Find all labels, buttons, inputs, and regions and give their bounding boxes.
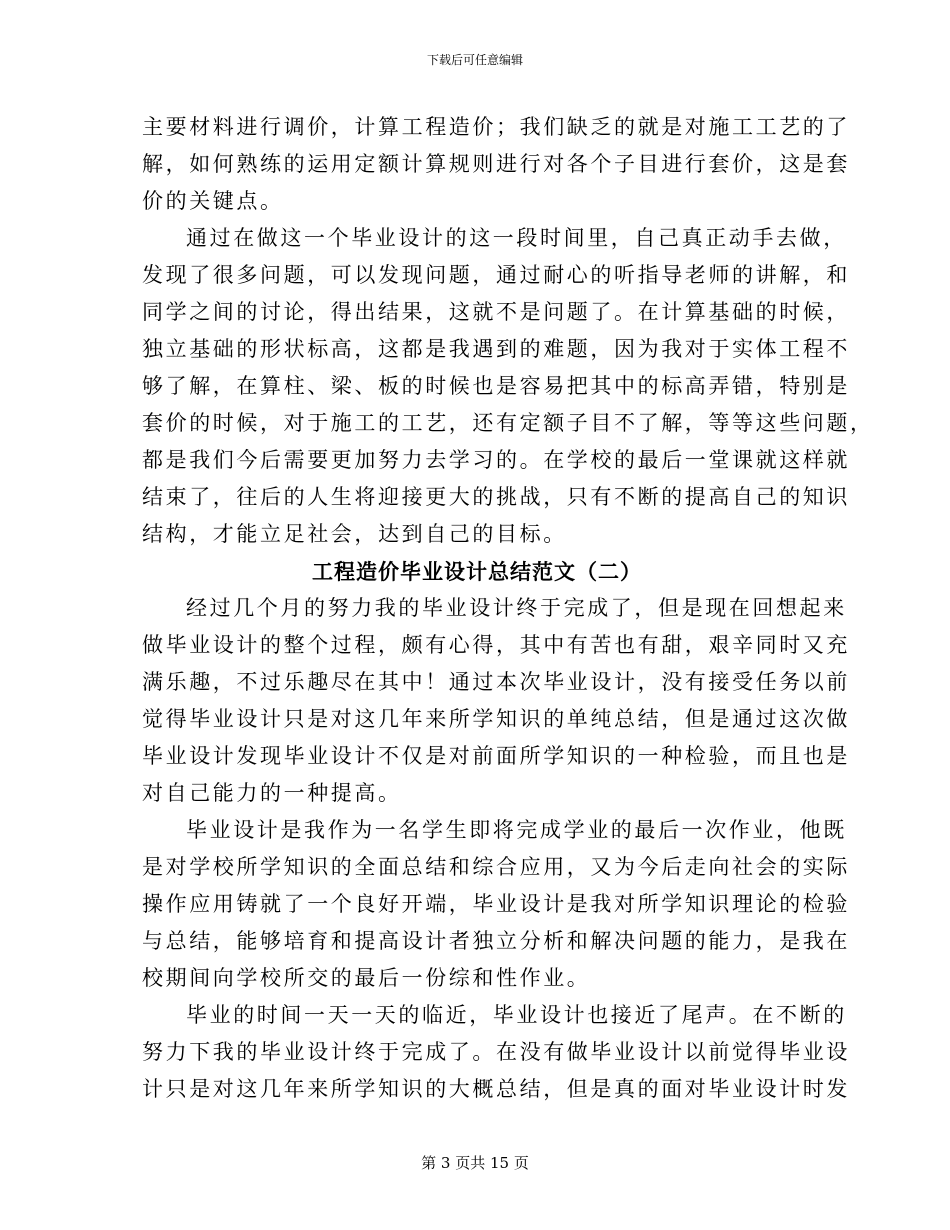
text-line: 做毕业设计的整个过程，颇有心得，其中有苦也有甜，艰辛同时又充 (142, 633, 850, 657)
text-line: 经过几个月的努力我的毕业设计终于完成了，但是现在回想起来 (186, 596, 847, 620)
text-line: 觉得毕业设计只是对这几年来所学知识的单纯总结，但是通过这次做 (142, 707, 850, 731)
text-line: 价的关键点。 (142, 189, 284, 213)
text-line: 操作应用铸就了一个良好开端，毕业设计是我对所学知识理论的检验 (142, 892, 850, 916)
text-line: 与总结，能够培育和提高设计者独立分析和解决问题的能力，是我在 (142, 929, 850, 953)
text-line: 同学之间的讨论，得出结果，这就不是问题了。在计算基础的时候， (142, 300, 850, 324)
text-line: 独立基础的形状标高，这都是我遇到的难题，因为我对于实体工程不 (142, 337, 850, 361)
page-header (0, 52, 950, 68)
text-line: 满乐趣，不过乐趣尽在其中！通过本次毕业设计，没有接受任务以前 (142, 670, 850, 694)
text-line: 够了解，在算柱、梁、板的时候也是容易把其中的标高弄错，特别是 (142, 374, 850, 398)
section-title: 工程造价毕业设计总结范文（二） (312, 559, 642, 584)
text-line: 是对学校所学知识的全面总结和综合应用，又为今后走向社会的实际 (142, 855, 850, 879)
text-line: 校期间向学校所交的最后一份综和性作业。 (142, 966, 591, 990)
text-line: 对自己能力的一种提高。 (142, 781, 402, 805)
text-line: 通过在做这一个毕业设计的这一段时间里，自己真正动手去做， (186, 226, 847, 250)
text-line: 毕业设计发现毕业设计不仅是对前面所学知识的一种检验，而且也是 (142, 744, 850, 768)
page-number: 第 3 页共 15 页 (421, 1154, 529, 1172)
header-note: 下载后可任意编辑 (426, 53, 523, 67)
text-line: 计只是对这几年来所学知识的大概总结，但是真的面对毕业设计时发 (142, 1077, 850, 1101)
text-line: 结构，才能立足社会，达到自己的目标。 (142, 522, 567, 546)
text-line: 发现了很多问题，可以发现问题，通过耐心的听指导老师的讲解，和 (142, 263, 850, 287)
text-line: 解，如何熟练的运用定额计算规则进行对各个子目进行套价，这是套 (142, 152, 850, 176)
text-line: 毕业设计是我作为一名学生即将完成学业的最后一次作业，他既 (186, 818, 847, 842)
text-line: 毕业的时间一天一天的临近，毕业设计也接近了尾声。在不断的 (186, 1003, 847, 1027)
text-line: 都是我们今后需要更加努力去学习的。在学校的最后一堂课就这样就 (142, 448, 850, 472)
document-body (142, 109, 874, 1108)
text-line: 努力下我的毕业设计终于完成了。在没有做毕业设计以前觉得毕业设 (142, 1040, 850, 1064)
text-line: 结束了，往后的人生将迎接更大的挑战，只有不断的提高自己的知识 (142, 485, 850, 509)
text-line: 主要材料进行调价，计算工程造价；我们缺乏的就是对施工工艺的了 (142, 115, 850, 139)
page-footer (0, 1153, 950, 1173)
text-line: 套价的时候，对于施工的工艺，还有定额子目不了解，等等这些问题， (142, 411, 874, 435)
